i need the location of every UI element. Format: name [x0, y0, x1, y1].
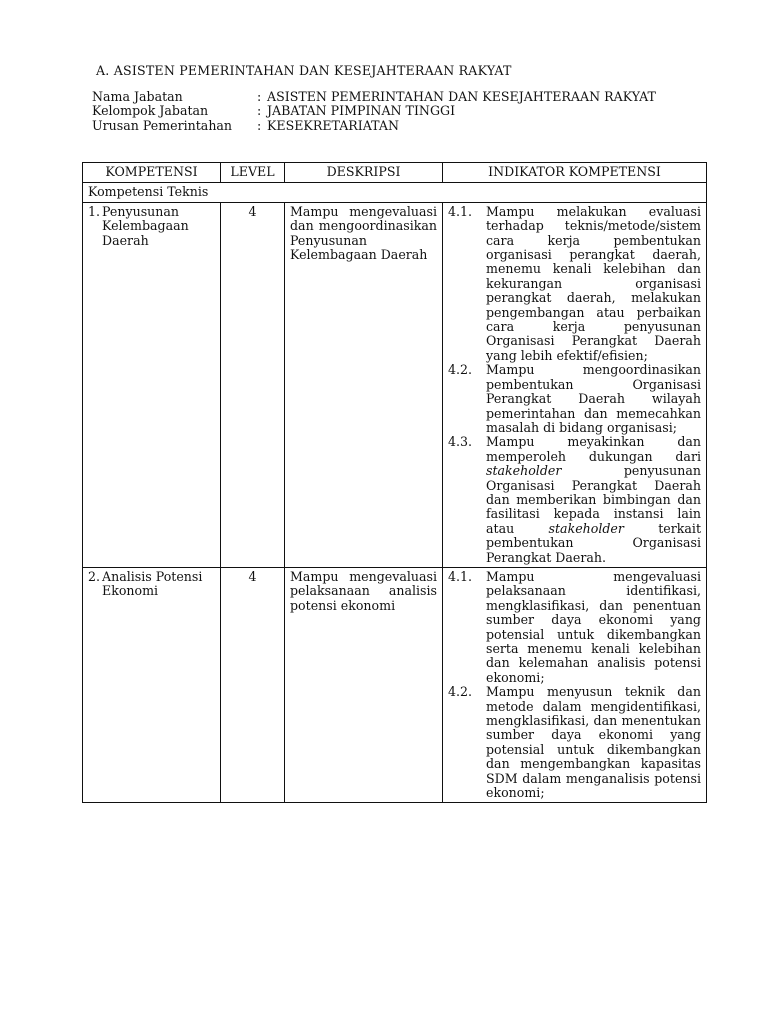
indicator-number: 4.1.	[448, 568, 473, 584]
indicator-italic-term: stakeholder	[486, 463, 562, 479]
description-cell: Mampu mengevaluasi pelaksanaan analisis potensi ekonomi	[285, 567, 443, 803]
indicator-text	[486, 435, 701, 565]
section-heading: A. ASISTEN PEMERINTAHAN DAN KESEJAHTERAAN RAKYAT	[96, 63, 512, 78]
indicator-item	[448, 363, 701, 435]
indicator-number: 4.1.	[448, 203, 473, 219]
indicator-text: Mampu menyusun teknik dan metode dalam mengidentifikasi, mengklasifikasi, dan menentukan sumber daya ekonomi yang potensial untuk dikembangkan dan mengembangkan kapasitas SDM dalam menganalisis potensi ekonomi;	[486, 684, 701, 801]
indicator-cell	[443, 202, 707, 567]
header-indikator: INDIKATOR KOMPETENSI	[443, 163, 707, 183]
info-label: Urusan Pemerintahan	[92, 117, 233, 133]
info-value: KESEKRETARIATAN	[267, 117, 399, 133]
indicator-item	[448, 570, 701, 685]
info-row-urusan-pemerintahan	[92, 119, 712, 133]
competency-number: 2.	[88, 568, 101, 584]
indicator-item	[448, 685, 701, 800]
table-header-row	[83, 163, 707, 183]
header-kompetensi: KOMPETENSI	[83, 163, 221, 183]
info-value: ASISTEN PEMERINTAHAN DAN KESEJAHTERAAN RAKYAT	[267, 89, 656, 104]
description-cell: Mampu mengevaluasi dan mengoordinasikan Penyusunan Kelembagaan Daerah	[285, 202, 443, 567]
indicator-text-part: Mampu meyakinkan dan memperoleh dukungan dari	[486, 434, 701, 464]
section-label: Kompetensi Teknis	[83, 183, 707, 202]
competency-name: Penyusunan Kelembagaan Daerah	[102, 203, 189, 248]
info-row-nama-jabatan	[92, 90, 712, 104]
competency-number: 1.	[88, 203, 101, 219]
info-separator: :	[257, 89, 262, 104]
header-deskripsi: DESKRIPSI	[285, 163, 443, 183]
indicator-number: 4.2.	[448, 684, 473, 700]
table-row	[83, 202, 707, 567]
indicator-cell	[443, 567, 707, 803]
indicator-text: Mampu mengoordinasikan pembentukan Organisasi Perangkat Daerah wilayah pemerintahan dan memecahkan masalah di bidang organisasi;	[486, 362, 701, 435]
indicator-number: 4.3.	[448, 434, 473, 450]
competency-cell	[83, 567, 221, 803]
indicator-text: Mampu melakukan evaluasi terhadap teknis/metode/sistem cara kerja pembentukan organisasi perangkat daerah, menemu kenali kelebihan dan kekurangan organisasi perangkat daerah, melakukan pengembangan atau perbaikan cara kerja penyusunan Organisasi Perangkat Daerah yang lebih efektif/efisien;	[486, 203, 701, 363]
info-separator: :	[257, 103, 262, 119]
level-cell: 4	[221, 202, 285, 567]
info-value: JABATAN PIMPINAN TINGGI	[267, 103, 456, 119]
level-cell: 4	[221, 567, 285, 803]
indicator-text-part: terkait pembentukan Organisasi Perangkat Daerah.	[486, 520, 701, 565]
competency-name: Analisis Potensi Ekonomi	[102, 568, 203, 599]
competency-table	[82, 162, 707, 803]
header-level: LEVEL	[221, 163, 285, 183]
info-row-kelompok-jabatan	[92, 104, 712, 118]
info-separator: :	[257, 117, 262, 133]
indicator-text: Mampu mengevaluasi pelaksanaan identifikasi, mengklasifikasi, dan penentuan sumber daya ekonomi yang potensial untuk dikembangkan serta menemu kenali kelebihan dan kelemahan analisis potensi ekonomi;	[486, 568, 701, 685]
indicator-item	[448, 205, 701, 363]
table-row	[83, 567, 707, 803]
competency-cell	[83, 202, 221, 567]
info-label: Nama Jabatan	[92, 89, 183, 104]
section-row	[83, 183, 707, 202]
indicator-item	[448, 435, 701, 565]
info-label: Kelompok Jabatan	[92, 103, 209, 119]
indicator-text-part: penyusunan Organisasi Perangkat Daerah dan memberikan bimbingan dan fasilitasi kepada instansi lain atau	[486, 463, 701, 536]
indicator-italic-term: stakeholder	[548, 520, 624, 536]
position-info	[92, 90, 712, 133]
indicator-number: 4.2.	[448, 362, 473, 378]
